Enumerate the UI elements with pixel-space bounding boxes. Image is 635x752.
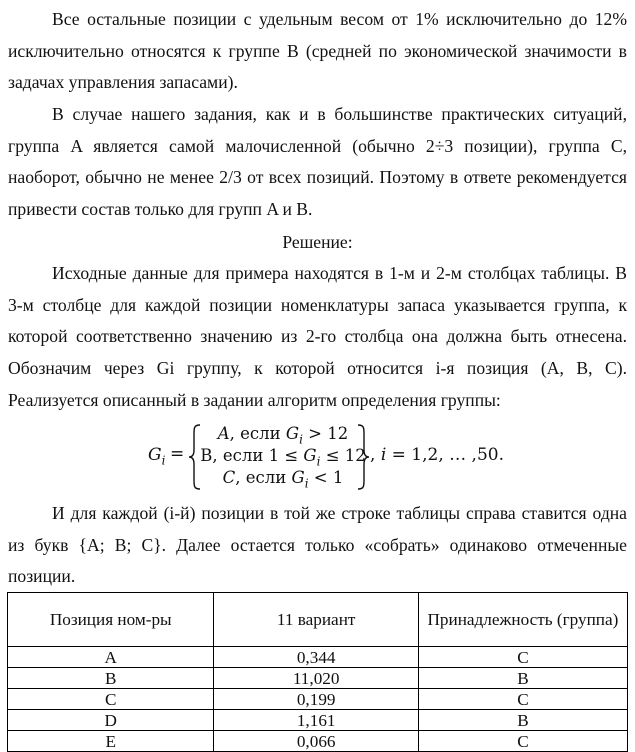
- data-table: [7, 592, 628, 752]
- paragraph-group-b-definition: Все остальные позиции с удельным весом от 1% исключительно до 12% исключительно относятся к группе B (средней по экономической значимости в задачах управления запасами).: [8, 9, 627, 93]
- case-b: B, если $1 \le G_i \le 12$: [200, 446, 366, 469]
- cell-value: 11,020: [214, 668, 418, 689]
- table-header-row: [8, 593, 628, 647]
- formula-lhs: $G_i$: [148, 445, 166, 468]
- table-row: [8, 689, 628, 710]
- table-row: [8, 668, 628, 689]
- cell-position: D: [8, 710, 214, 731]
- cell-value: 1,161: [214, 710, 418, 731]
- paragraph-group-sizes: В случае нашего задания, как и в большинстве практических ситуаций, группа A является самой малочисленной (обычно 2÷3 позиции), группа C, наоборот, обычно не менее 2/3 от всех позиций. Поэтому в ответе рекомендуется привести состав только для групп A и B.: [8, 104, 627, 220]
- cell-value: 0,066: [214, 731, 418, 752]
- cell-position: A: [8, 647, 214, 668]
- group-formula: [148, 424, 508, 490]
- cell-group: C: [418, 647, 627, 668]
- cell-position: B: [8, 668, 214, 689]
- cell-position: C: [8, 689, 214, 710]
- header-group: Принадлежность (группа): [418, 593, 627, 647]
- case-c: C, если $G_i < 1$: [222, 468, 344, 491]
- table-row: [8, 710, 628, 731]
- cell-group: B: [418, 668, 627, 689]
- header-variant: 11 вариант: [214, 593, 418, 647]
- cell-value: 0,344: [214, 647, 418, 668]
- table-row: [8, 731, 628, 752]
- cell-position: E: [8, 731, 214, 752]
- cell-value: 0,199: [214, 689, 418, 710]
- cell-group: B: [418, 710, 627, 731]
- paragraph-marking-instructions: И для каждой (i-й) позиции в той же строке таблицы справа ставится одна из букв {A; B; C}. Далее остается только «собрать» одинаково отмеченные позиции.: [8, 503, 627, 587]
- table-row: [8, 647, 628, 668]
- solution-heading: Решение:: [282, 232, 353, 252]
- cell-group: C: [418, 689, 627, 710]
- formula-equals: =: [170, 444, 185, 464]
- formula-index-range: , i = 1,2, … ,50.: [370, 445, 504, 465]
- case-a: A, если $G_i > 12$: [217, 424, 349, 447]
- cell-group: C: [418, 731, 627, 752]
- right-brace: [356, 424, 370, 490]
- paragraph-method-description: Исходные данные для примера находятся в 1-м и 2-м столбцах таблицы. В 3-м столбце для каждой позиции номенклатуры запаса указывается группа, к которой соответственно значению из 2-го столбца она должна быть отнесена. Обозначим через Gi группу, к которой относится i-я позиция (A, B, C). Реализуется описанный в задании алгоритм определения группы:: [8, 263, 627, 410]
- header-position: Позиция ном-ры: [8, 593, 214, 647]
